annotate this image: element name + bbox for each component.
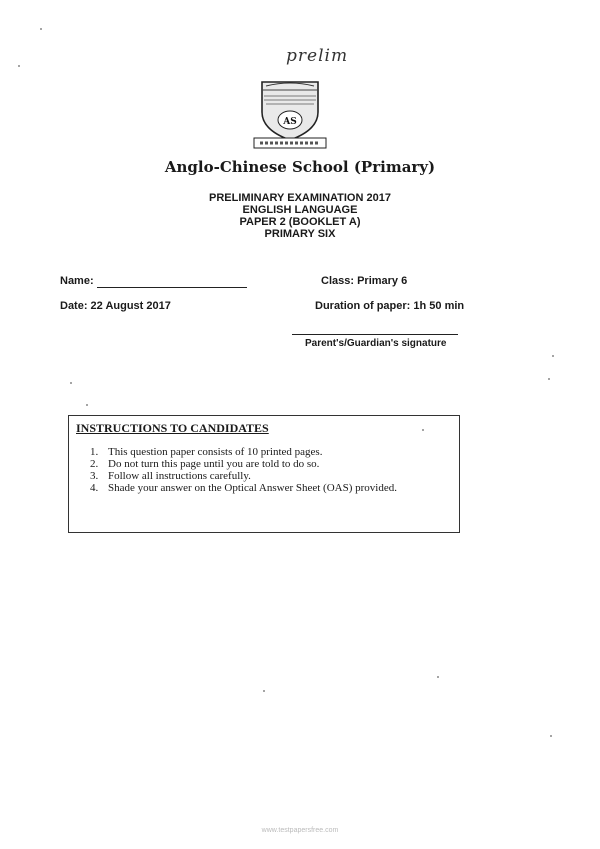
list-item: 2. Do not turn this page until you are told to do so.: [90, 458, 320, 470]
duration-label: Duration of paper: 1h 50 min: [315, 300, 465, 312]
list-item: 3. Follow all instructions carefully.: [90, 470, 251, 482]
exam-title-block: [0, 192, 600, 240]
scan-speck: [70, 382, 72, 384]
scan-speck: [86, 404, 88, 406]
instructions-list: [90, 446, 397, 494]
list-item: 1. This question paper consists of 10 printed pages.: [90, 446, 323, 458]
instructions-title: INSTRUCTIONS TO CANDIDATES: [76, 421, 269, 435]
footer-watermark: www.testpapersfree.com: [261, 827, 339, 834]
scan-speck: [550, 735, 552, 737]
scan-speck: [18, 65, 20, 67]
school-name: Anglo-Chinese School (Primary): [164, 158, 436, 176]
exam-paper: PAPER 2 (BOOKLET A): [239, 216, 361, 228]
scan-speck: [437, 676, 439, 678]
list-item: 4. Shade your answer on the Optical Answer Sheet (OAS) provided.: [90, 482, 397, 494]
exam-title: PRELIMINARY EXAMINATION 2017: [209, 192, 391, 204]
signature-label: Parent's/Guardian's signature: [305, 338, 447, 349]
signature-line[interactable]: [292, 334, 458, 335]
scan-speck: [548, 378, 550, 380]
school-crest-icon: [250, 78, 330, 150]
exam-level: PRIMARY SIX: [264, 228, 336, 240]
exam-subject: ENGLISH LANGUAGE: [242, 204, 358, 216]
scan-speck: [263, 690, 265, 692]
name-label: Name:: [60, 275, 94, 287]
scan-speck: [422, 429, 424, 431]
date-label: Date: 22 August 2017: [60, 300, 171, 312]
scan-speck: [40, 28, 42, 30]
svg-text:AS: AS: [283, 117, 297, 127]
handwritten-prelim-note: prelim: [286, 46, 349, 66]
name-field-line[interactable]: [97, 287, 247, 288]
class-label: Class: Primary 6: [321, 275, 408, 287]
scan-speck: [552, 355, 554, 357]
